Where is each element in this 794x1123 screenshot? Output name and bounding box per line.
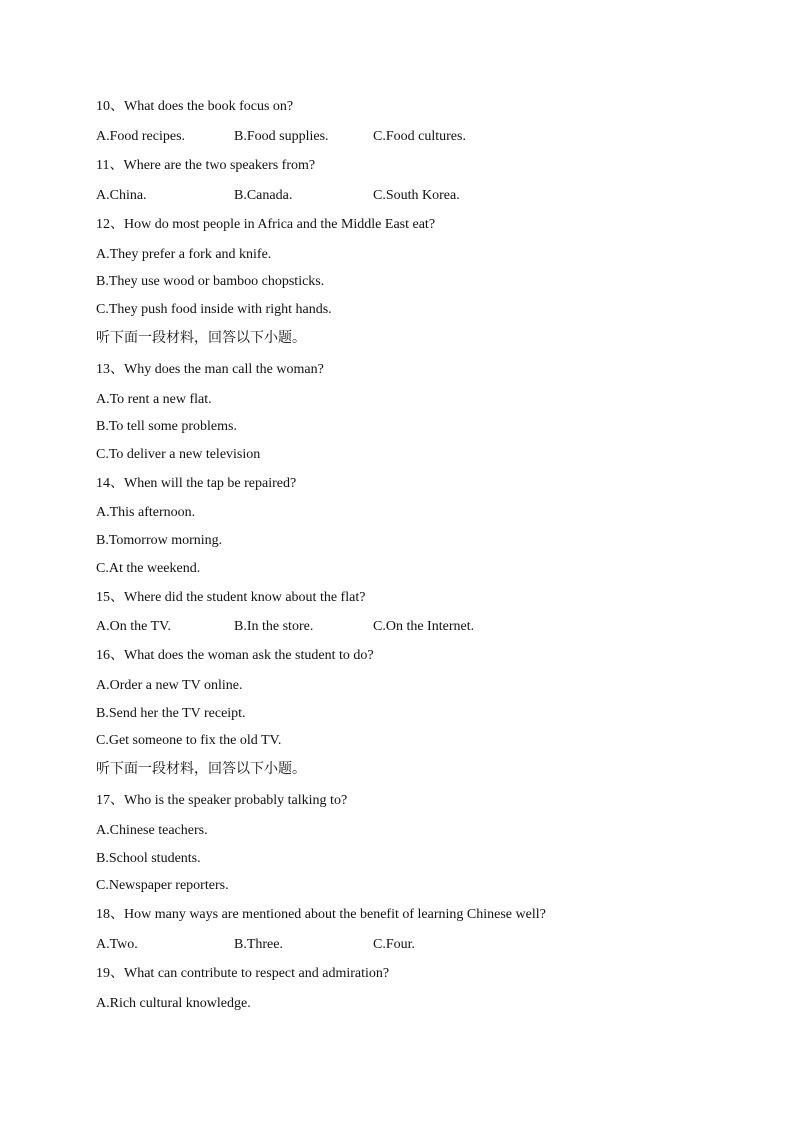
- question-15-option-a: A.On the TV.: [96, 619, 171, 634]
- question-10-option-a: A.Food recipes.: [96, 129, 186, 144]
- question-18-option-c: C.Four.: [373, 937, 416, 952]
- question-15-option-c: C.On the Internet.: [373, 619, 475, 634]
- question-11-option-c: C.South Korea.: [373, 188, 460, 203]
- question-18-option-b: B.Three.: [234, 937, 283, 952]
- question-17-option-a: A.Chinese teachers.: [96, 823, 208, 838]
- question-10-options: [96, 128, 696, 146]
- question-13-option-a: A.To rent a new flat.: [96, 392, 212, 407]
- question-17-option-c: C.Newspaper reporters.: [96, 878, 229, 893]
- section-instruction-2: 听下面一段材料，回答以下小题。: [96, 761, 306, 777]
- question-10-option-b: B.Food supplies.: [234, 129, 329, 144]
- question-11-options: [96, 187, 696, 205]
- question-11-stem: 11、Where are the two speakers from?: [96, 158, 316, 173]
- question-18-option-a: A.Two.: [96, 937, 138, 952]
- question-15-option-b: B.In the store.: [234, 619, 314, 634]
- question-11-option-b: B.Canada.: [234, 188, 293, 203]
- question-19-option-a: A.Rich cultural knowledge.: [96, 996, 251, 1011]
- question-16-option-a: A.Order a new TV online.: [96, 678, 243, 693]
- question-14-option-b: B.Tomorrow morning.: [96, 533, 223, 548]
- question-10-stem: 10、What does the book focus on?: [96, 99, 294, 114]
- question-12-option-a: A.They prefer a fork and knife.: [96, 247, 272, 262]
- question-11-option-a: A.China.: [96, 188, 147, 203]
- question-16-option-c: C.Get someone to fix the old TV.: [96, 733, 282, 748]
- question-16-stem: 16、What does the woman ask the student to do?: [96, 648, 374, 663]
- question-14-option-c: C.At the weekend.: [96, 561, 201, 576]
- question-16-option-b: B.Send her the TV receipt.: [96, 706, 246, 721]
- question-18-stem: 18、How many ways are mentioned about the benefit of learning Chinese well?: [96, 907, 546, 922]
- section-instruction-1: 听下面一段材料，回答以下小题。: [96, 330, 306, 346]
- question-12-stem: 12、How do most people in Africa and the Middle East eat?: [96, 217, 436, 232]
- question-19-stem: 19、What can contribute to respect and admiration?: [96, 966, 390, 981]
- question-17-option-b: B.School students.: [96, 851, 201, 866]
- question-12-option-b: B.They use wood or bamboo chopsticks.: [96, 274, 325, 289]
- question-15-stem: 15、Where did the student know about the flat?: [96, 590, 366, 605]
- question-15-options: [96, 618, 696, 636]
- question-14-option-a: A.This afternoon.: [96, 505, 196, 520]
- question-14-stem: 14、When will the tap be repaired?: [96, 476, 297, 491]
- question-10-option-c: C.Food cultures.: [373, 129, 466, 144]
- question-18-options: [96, 936, 696, 954]
- question-13-option-c: C.To deliver a new television: [96, 447, 261, 462]
- question-17-stem: 17、Who is the speaker probably talking to?: [96, 793, 348, 808]
- question-13-stem: 13、Why does the man call the woman?: [96, 362, 324, 377]
- question-13-option-b: B.To tell some problems.: [96, 419, 237, 434]
- question-12-option-c: C.They push food inside with right hands.: [96, 302, 332, 317]
